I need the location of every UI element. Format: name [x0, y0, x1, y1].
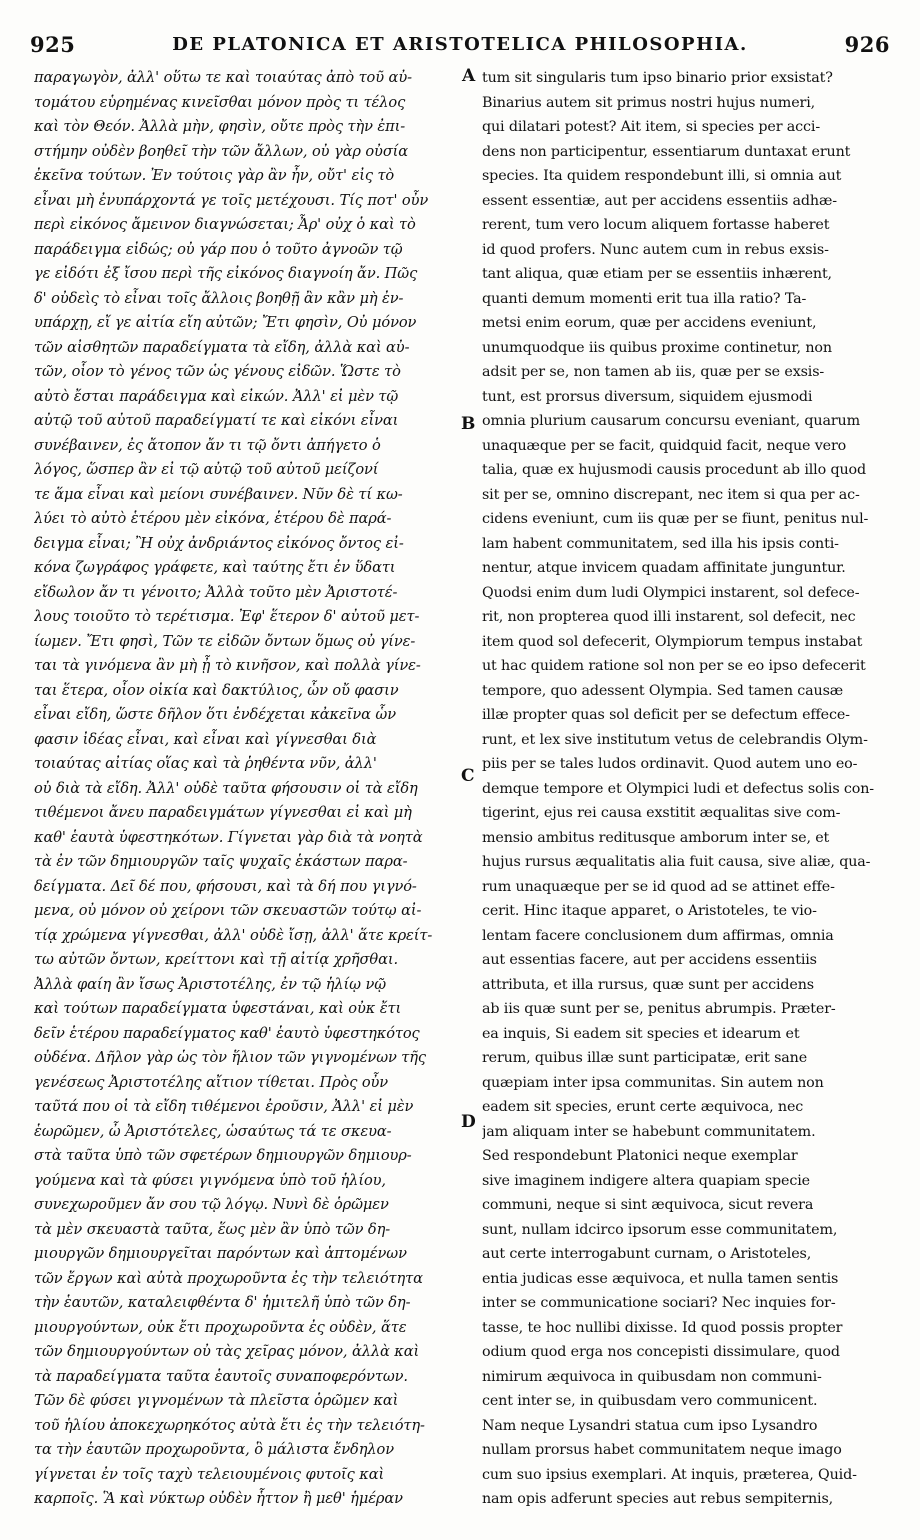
latin-text-line: nullam prorsus habet communitatem neque imago — [482, 1442, 842, 1458]
latin-text-line: tigerint, ejus rei causa exstitit æqualitas sive com- — [482, 805, 841, 821]
greek-text-line: τομάτου εὑρημένας κινεῖσθαι μόνον πρὸς τι τέλος — [34, 93, 406, 111]
greek-text-line: στήμην οὐδὲν βοηθεῖ τὴν τῶν ἄλλων, οὐ γὰρ οὐσία — [34, 142, 409, 160]
greek-text-line: ται τὰ γινόμενα ἂν μὴ ᾖ τὸ κινῆσον, καὶ πολλὰ γίνε- — [34, 657, 421, 674]
greek-text-line: τίᾳ χρώμενα γίγνεσθαι, ἀλλ' οὐδὲ ἴσῃ, ἀλλ' ἅτε κρείτ- — [34, 926, 433, 944]
latin-text-line: cent inter se, in quibusdam vero communicent. — [482, 1393, 818, 1409]
latin-text-line: Nam neque Lysandri statua cum ipso Lysandro — [482, 1417, 818, 1434]
margin-letter-d: D — [461, 1112, 476, 1132]
latin-text-line: metsi enim eorum, quæ per accidens eveniunt, — [482, 315, 817, 331]
latin-text-line: nimirum æquivoca in quibusdam non communi- — [482, 1368, 822, 1385]
latin-text-line: sunt, nullam idcirco ipsorum esse communitatem, — [482, 1221, 838, 1238]
greek-text-line: εἶναι εἴδη, ὥστε δῆλον ὅτι ἐνδέχεται κἀκεῖνα ὧν — [34, 706, 396, 723]
margin-letter-a: A — [462, 66, 476, 86]
latin-text-line: tum sit singularis tum ipso binario prior exsistat? — [482, 70, 833, 86]
greek-text-line: τὴν ἑαυτῶν, καταλειφθέντα δ' ἡμιτελῆ ὑπὸ τῶν δη- — [34, 1294, 411, 1311]
latin-text-line: attributa, et illa rursus, quæ sunt per accidens — [482, 976, 814, 993]
greek-text-line: παραγωγὸν, ἀλλ' οὕτω τε καὶ τοιαύτας ἀπὸ τοῦ αὐ- — [34, 69, 412, 86]
latin-text-line: communi, neque si sint æquivoca, sicut revera — [482, 1197, 814, 1213]
latin-text-line: sive imaginem indigere altera quapiam specie — [482, 1172, 810, 1189]
greek-text-line: στὰ ταῦτα ὑπὸ τῶν σφετέρων δημιουργῶν δημιουρ- — [34, 1147, 412, 1164]
latin-text-line: unumquodque iis quibus proxime continetur, non — [482, 339, 832, 356]
greek-text-line: λόγος, ὥσπερ ἂν εἰ τῷ αὐτῷ τοῦ αὐτοῦ μείζονί — [34, 461, 379, 478]
latin-text-line: unaquæque per se facit, quidquid facit, neque vero — [482, 437, 847, 454]
latin-text-line: talia, quæ ex hujusmodi causis procedunt ab illo quod — [482, 462, 866, 478]
greek-text-line: ἑωρῶμεν, ὦ Ἀριστότελες, ὡσαύτως τά τε σκευα- — [34, 1122, 392, 1140]
greek-text-line: ται ἕτερα, οἷον οἰκία καὶ δακτύλιος, ὧν οὔ φασιν — [34, 681, 399, 699]
latin-text-line: illæ propter quas sol deficit per se defectum effece- — [482, 707, 850, 723]
latin-text-line: id quod profers. Nunc autem cum in rebus exsis- — [482, 241, 829, 258]
latin-text-line: cum suo ipsius exemplari. At inquis, præterea, Quid- — [482, 1466, 857, 1483]
greek-text-line: τοιαύτας αἰτίας οἵας καὶ τὰ ῥηθέντα νῦν, ἀλλ' — [34, 755, 377, 772]
latin-text-line: ut hac quidem ratione sol non per se eo ipso defecerit — [482, 658, 866, 674]
greek-text-line: τε ἅμα εἶναι καὶ μείονι συνέβαινεν. Νῦν δὲ τί κω- — [34, 485, 403, 503]
greek-text-line: ἐκεῖνα τούτων. Ἐν τούτοις γὰρ ἂν ἦν, οὔτ' εἰς τὸ — [34, 167, 395, 184]
running-title: DE PLATONICA ET ARISTOTELICA PHILOSOPHIA. — [172, 34, 748, 55]
greek-text-line: μιουργούντων, οὐκ ἔτι προχωροῦντα ἐς οὐδὲν, ἅτε — [34, 1318, 407, 1336]
page-number-left: 925 — [30, 32, 76, 57]
greek-text-line: μενα, οὐ μόνον οὐ χείρονι τῶν σκευαστῶν τούτῳ αἰ- — [34, 902, 422, 919]
greek-text-line: τω αὐτῶν ὄντων, κρείττονι καὶ τῇ αἰτίᾳ χρῆσθαι. — [34, 951, 399, 968]
greek-text-line: καὶ τὸν Θεόν. Ἀλλὰ μὴν, φησὶν, οὔτε πρὸς τὴν ἐπι- — [34, 118, 406, 135]
latin-text-line: tunt, est prorsus diversum, siquidem ejusmodi — [482, 388, 813, 405]
latin-text-line: Quodsi enim dum ludi Olympici instarent, sol defece- — [482, 584, 860, 601]
latin-text-line: aut certe interrogabunt curnam, o Aristoteles, — [482, 1246, 812, 1262]
greek-text-line: φασιν ἰδέας εἶναι, καὶ εἶναι καὶ γίγνεσθαι διὰ — [34, 730, 377, 748]
greek-text-line: τῶν δημιουργούντων οὐ τὰς χεῖρας μόνον, ἀλλὰ καὶ — [34, 1343, 420, 1360]
latin-text-line: lam habent communitatem, sed illa his ipsis conti- — [482, 535, 839, 552]
greek-text-line: ίωμεν. Ἔτι φησὶ, Τῶν τε εἰδῶν ὄντων ὅμως οὐ γίνε- — [34, 632, 416, 650]
latin-column — [482, 66, 892, 1512]
latin-text-line: tant aliqua, quæ etiam per se essentiis inhærent, — [482, 266, 832, 282]
greek-text-line: τὰ παραδείγματα ταῦτα ἑαυτοῖς συναποφερόντων. — [34, 1367, 408, 1385]
greek-text-line: λύει τὸ αὐτὸ ἑτέρου μὲν εἰκόνα, ἑτέρου δὲ παρά- — [34, 510, 392, 527]
latin-text-line: omnia plurium causarum concursu eveniant, quarum — [482, 413, 860, 429]
latin-text-line: adsit per se, non tamen ab iis, quæ per se exsis- — [482, 364, 825, 380]
latin-text-line: rerent, tum vero locum aliquem fortasse haberet — [482, 217, 830, 233]
greek-text-line: γούμενα καὶ τὰ φύσει γιγνόμενα ὑπὸ τοῦ ἡλίου, — [34, 1171, 386, 1189]
page-number-right: 926 — [844, 32, 890, 57]
latin-text-line: qui dilatari potest? Ait item, si species per acci- — [482, 119, 820, 135]
greek-text-line: δείγματα. Δεῖ δέ που, φήσουσι, καὶ τὰ δή που γιγνό- — [34, 877, 417, 895]
greek-text-line: συνέβαινεν, ἐς ἄτοπον ἄν τι τῷ ὄντι ἀπήγετο ὁ — [34, 436, 381, 454]
greek-text-line: τὰ ἐν τῶν δημιουργῶν ταῖς ψυχαῖς ἑκάστων παρα- — [34, 853, 408, 870]
latin-text-line: piis per se tales ludos ordinavit. Quod autem uno eo- — [482, 756, 858, 772]
greek-text-line: τιθέμενοι ἄνευ παραδειγμάτων γίγνεσθαι εἰ καὶ μὴ — [34, 804, 412, 821]
latin-text-line: dens non participentur, essentiarum duntaxat erunt — [482, 143, 851, 160]
greek-text-line: υπάρχῃ, εἴ γε αἰτία εἴη αὐτῶν; Ἔτι φησὶν, Οὐ μόνον — [34, 314, 417, 331]
greek-text-line: δ' οὐδεὶς τὸ εἶναι τοῖς ἄλλοις βοηθῇ ἂν κἂν μὴ ἐν- — [34, 289, 404, 307]
greek-text-line: καὶ τούτων παραδείγματα ὑφεστάναι, καὶ οὐκ ἔτι — [34, 1000, 402, 1017]
latin-text-line: hujus rursus æqualitatis alia fuit causa, sive aliæ, qua- — [482, 854, 871, 870]
greek-text-line: τῶν ἔργων καὶ αὐτὰ προχωροῦντα ἐς τὴν τελειότητα — [34, 1269, 423, 1287]
greek-text-line: αὐτὸ ἔσται παράδειγμα καὶ εἰκών. Ἀλλ' εἰ μὲν τῷ — [34, 387, 399, 405]
margin-letter-b: B — [461, 414, 476, 434]
latin-text-line: inter se communicatione sociari? Nec inquies for- — [482, 1295, 836, 1311]
latin-text-line: tempore, quo adessent Olympia. Sed tamen causæ — [482, 682, 844, 699]
greek-text-line: εἴδωλον ἄν τι γένοιτο; Ἀλλὰ τοῦτο μὲν Ἀριστοτέ- — [34, 583, 398, 601]
greek-text-line: τὰ μὲν σκευαστὰ ταῦτα, ἕως μὲν ἂν ὑπὸ τῶν δη- — [34, 1220, 391, 1238]
latin-text-line: lentam facere conclusionem dum affirmas, omnia — [482, 927, 834, 944]
margin-letter-c: C — [461, 766, 475, 786]
latin-text-line: ab iis quæ sunt per se, penitus abrumpis. Præter- — [482, 1001, 836, 1017]
latin-text-line: nentur, atque invicem quadam affinitate junguntur. — [482, 560, 846, 576]
greek-text-line: γίγνεται ἐν τοῖς ταχὺ τελειουμένοις φυτοῖς καὶ — [34, 1465, 385, 1483]
running-header — [30, 32, 890, 62]
greek-text-line: καρποῖς. Ἃ καὶ νύκτωρ οὐδὲν ἧττον ἢ μεθ' ἡμέραν — [34, 1490, 403, 1507]
latin-text-line: species. Ita quidem respondebunt illi, si omnia aut — [482, 168, 842, 184]
greek-text-line: συνεχωροῦμεν ἄν σου τῷ λόγῳ. Νυνὶ δὲ ὁρῶμεν — [34, 1196, 389, 1213]
latin-text-line: Sed respondebunt Platonici neque exemplar — [482, 1148, 798, 1164]
greek-text-line: γε εἰδότι ἐξ ἴσου περὶ τῆς εἰκόνος διαγνοίη ἄν. Πῶς — [34, 265, 418, 282]
latin-text-line: nam opis adferunt species aut rebus sempiternis, — [482, 1491, 834, 1507]
greek-text-line: οὐδένα. Δῆλον γὰρ ὡς τὸν ἥλιον τῶν γιγνομένων τῆς — [34, 1049, 426, 1066]
latin-text-line: eadem sit species, erunt certe æquivoca, nec — [482, 1099, 804, 1115]
greek-text-line: κόνα ζωγράφος γράφετε, καὶ ταύτης ἔτι ἐν ὕδατι — [34, 559, 396, 576]
latin-text-line: sit per se, omnino discrepant, nec item si qua per ac- — [482, 486, 860, 503]
latin-text-line: entia judicas esse æquivoca, et nulla tamen sentis — [482, 1270, 839, 1287]
latin-text-line: jam aliquam inter se habebunt communitatem. — [482, 1123, 816, 1140]
greek-text-line: καθ' ἑαυτὰ ὑφεστηκότων. Γίγνεται γὰρ διὰ τὰ νοητὰ — [34, 828, 423, 846]
latin-text-line: Binarius autem sit primus nostri hujus numeri, — [482, 94, 816, 111]
latin-text-line: rerum, quibus illæ sunt participatæ, erit sane — [482, 1050, 808, 1066]
greek-text-line: παράδειγμα εἰδώς; οὐ γάρ που ὁ τοῦτο ἀγνοῶν τῷ — [34, 240, 403, 258]
greek-text-line: λους τοιοῦτο τὸ τερέτισμα. Ἐφ' ἕτερον δ' αὐτοῦ μετ- — [34, 608, 420, 625]
greek-text-line: περὶ εἰκόνος ἄμεινον διαγνώσεται; Ἆρ' οὐχ ὁ καὶ τὸ — [34, 216, 416, 233]
greek-text-line: εἶναι μὴ ἐνυπάρχοντά γε τοῖς μετέχουσι. Τίς ποτ' οὖν — [34, 191, 429, 209]
latin-text-line: demque tempore et Olympici ludi et defectus solis con- — [482, 780, 874, 797]
latin-text-line: essent essentiæ, aut per accidens essentiis adhæ- — [482, 192, 837, 209]
greek-text-line: τῶν, οἷον τὸ γένος τῶν ὡς γένους εἰδῶν. Ὥστε τὸ — [34, 363, 401, 380]
latin-text-line: tasse, te hoc nullibi dixisse. Id quod possis propter — [482, 1319, 843, 1336]
latin-text-line: item quod sol defecerit, Olympiorum tempus instabat — [482, 633, 863, 650]
latin-text-line: aut essentias facere, aut per accidens essentiis — [482, 952, 817, 968]
greek-text-line: τῶν αἰσθητῶν παραδείγματα τὰ εἴδη, ἀλλὰ καὶ αὐ- — [34, 338, 410, 356]
latin-text-line: ea inquis, Si eadem sit species et idearum et — [482, 1025, 800, 1042]
latin-text-line: runt, et lex sive institutum vetus de celebrandis Olym- — [482, 731, 868, 748]
greek-text-line: μιουργῶν δημιουργεῖται παρόντων καὶ ἁπτομένων — [34, 1245, 407, 1262]
greek-text-line: τοῦ ἡλίου ἀποκεχωρηκότος αὐτὰ ἔτι ἐς τὴν τελειότη- — [34, 1416, 425, 1434]
greek-text-line: δειγμα εἶναι; Ἢ οὐχ ἀνδριάντος εἰκόνος ὄντος εἰ- — [34, 534, 404, 552]
latin-text-line: quæpiam inter ipsa communitas. Sin autem non — [482, 1074, 824, 1091]
latin-text-line: cerit. Hinc itaque apparet, o Aristoteles, te vio- — [482, 903, 817, 919]
latin-text-line: mensio ambitus reditusque amborum inter se, et — [482, 829, 830, 846]
latin-text-line: quanti demum momenti erit tua illa ratio? Ta- — [482, 290, 807, 307]
greek-text-line: ταῦτά που οἱ τὰ εἴδη τιθέμενοι ἐροῦσιν, Ἀλλ' εἰ μὲν — [34, 1098, 414, 1115]
greek-text-line: Τῶν δὲ φύσει γιγνομένων τὰ πλεῖστα ὁρῶμεν καὶ — [34, 1392, 399, 1409]
greek-text-line: οὐ διὰ τὰ εἴδη. Ἀλλ' οὐδὲ ταῦτα φήσουσιν οἱ τὰ εἴδη — [34, 779, 418, 797]
greek-text-line: γενέσεως Ἀριστοτέλης αἴτιον τίθεται. Πρὸς οὖν — [34, 1073, 389, 1091]
latin-text-line: odium quod erga nos concepisti dissimulare, quod — [482, 1344, 840, 1360]
latin-text-line: cidens eveniunt, cum iis quæ per se fiunt, penitus nul- — [482, 511, 869, 527]
greek-text-line: αὐτῷ τοῦ αὐτοῦ παραδείγματί τε καὶ εἰκόνι εἶναι — [34, 412, 399, 429]
greek-text-line: δεῖν ἑτέρου παραδείγματος καθ' ἑαυτὸ ὑφεστηκότος — [34, 1024, 420, 1042]
latin-text-line: rum unaquæque per se id quod ad se attinet effe- — [482, 878, 835, 895]
greek-text-line: τα τὴν ἑαυτῶν προχωροῦντα, ὃ μάλιστα ἔνδηλον — [34, 1441, 394, 1458]
greek-column — [34, 66, 460, 1512]
latin-text-line: rit, non propterea quod illi instarent, sol defecit, nec — [482, 609, 856, 625]
greek-text-line: Ἀλλὰ φαίη ἂν ἴσως Ἀριστοτέλης, ἐν τῷ ἡλίῳ νῷ — [34, 975, 387, 993]
